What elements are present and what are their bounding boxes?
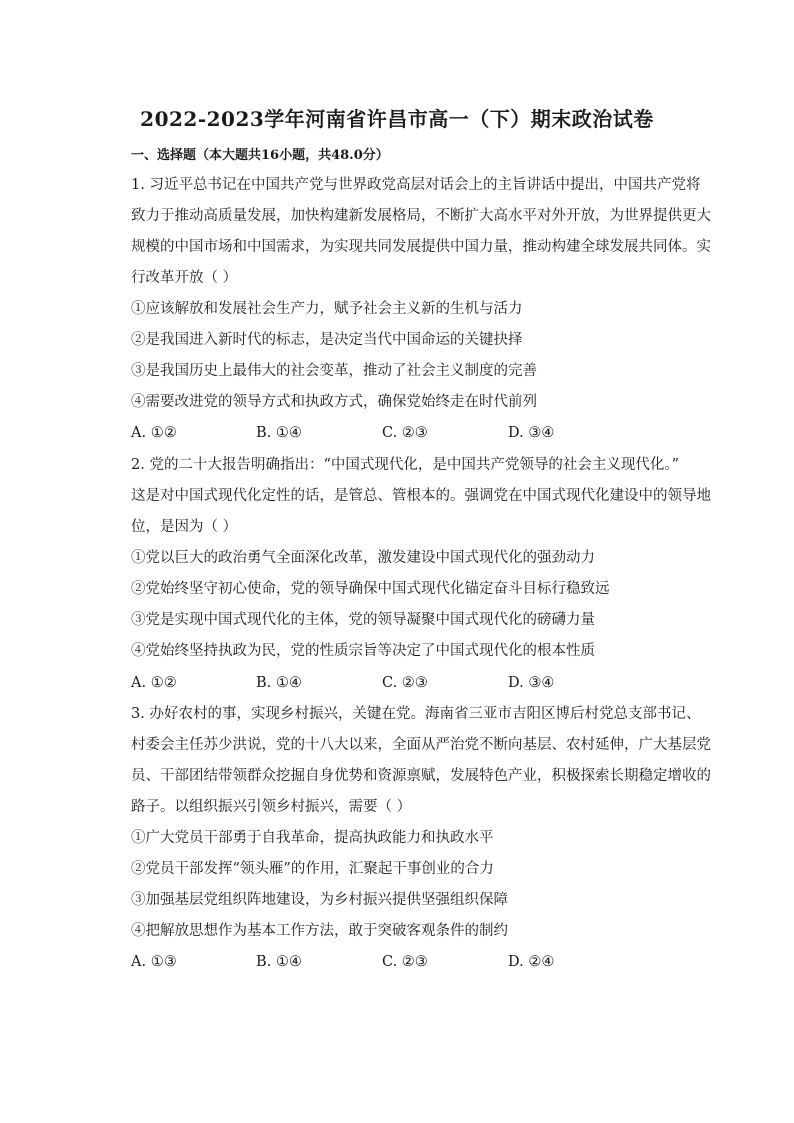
q3-stem-line-4: 路子。以组织振兴引领乡村振兴，需要（ ） (131, 799, 412, 815)
q1-stem-line-2: 致力于推动高质量发展，加快构建新发展格局，不断扩大高水平对外开放，为世界提供更大 (131, 208, 711, 224)
q1-stem-line-4: 行改革开放（ ） (131, 270, 238, 286)
q1-statement-3: ③是我国历史上最伟大的社会变革，推动了社会主义制度的完善 (131, 363, 537, 379)
q2-option-c[interactable]: C. ②③ (382, 675, 428, 691)
q3-stem-line-2: 村委会主任苏少洪说，党的十八大以来，全面从严治党不断向基层、农村延伸，广大基层党 (131, 737, 711, 753)
q1-option-c[interactable]: C. ②③ (382, 425, 428, 441)
q3-statement-1: ①广大党员干部勇于自我革命，提高执政能力和执政水平 (131, 830, 494, 846)
q1-statement-4: ④需要改进党的领导方式和执政方式，确保党始终走在时代前列 (131, 394, 537, 410)
q2-stem-line-1: 2. 党的二十大报告明确指出：“中国式现代化，是中国共产党领导的社会主义现代化。” (131, 457, 680, 473)
q2-statement-4: ④党始终坚持执政为民，党的性质宗旨等决定了中国式现代化的根本性质 (131, 643, 595, 659)
q2-options (131, 673, 701, 693)
q3-option-c[interactable]: C. ②③ (382, 954, 428, 970)
q1-stem-line-3: 规模的中国市场和中国需求，为实现共同发展提供中国力量，推动构建全球发展共同体。实 (131, 239, 711, 255)
q1-option-d[interactable]: D. ③④ (508, 425, 555, 441)
q2-option-d[interactable]: D. ③④ (508, 675, 555, 691)
q3-stem-line-3: 员、干部团结带领群众挖掘自身优势和资源禀赋，发展特色产业，积极探索长期稳定增收的 (131, 768, 711, 784)
q1-options (131, 423, 701, 443)
q3-statement-3: ③加强基层党组织阵地建设，为乡村振兴提供坚强组织保障 (131, 892, 508, 908)
section-heading: 一、选择题（本大题共16小题，共48.0分） (131, 148, 389, 163)
q1-option-b[interactable]: B. ①④ (256, 425, 302, 441)
q3-stem-line-1: 3. 办好农村的事，实现乡村振兴，关键在党。海南省三亚市吉阳区博后村党总支部书记、 (131, 706, 701, 722)
q1-statement-2: ②是我国进入新时代的标志，是决定当代中国命运的关键抉择 (131, 332, 523, 348)
q2-statement-3: ③党是实现中国式现代化的主体，党的领导凝聚中国式现代化的磅礴力量 (131, 612, 595, 628)
q1-stem-line-1: 1. 习近平总书记在中国共产党与世界政党高层对话会上的主旨讲话中提出，中国共产党将 (131, 177, 701, 193)
q2-stem-line-3: 位，是因为（ ） (131, 519, 238, 535)
q3-option-b[interactable]: B. ①④ (256, 954, 302, 970)
exam-title: 2022-2023学年河南省许昌市高一（下）期末政治试卷 (140, 107, 654, 131)
q2-statement-1: ①党以巨大的政治勇气全面深化改革，激发建设中国式现代化的强劲动力 (131, 550, 595, 566)
q2-statement-2: ②党始终坚守初心使命，党的领导确保中国式现代化锚定奋斗目标行稳致远 (131, 581, 610, 597)
q3-options (131, 952, 701, 972)
q3-statement-2: ②党员干部发挥“领头雁”的作用，汇聚起干事创业的合力 (131, 861, 494, 877)
q1-option-a[interactable]: A. ①② (131, 425, 177, 441)
q3-option-d[interactable]: D. ②④ (508, 954, 555, 970)
q2-option-b[interactable]: B. ①④ (256, 675, 302, 691)
q3-statement-4: ④把解放思想作为基本工作方法，敢于突破客观条件的制约 (131, 923, 508, 939)
q2-stem-line-2: 这是对中国式现代化定性的话，是管总、管根本的。强调党在中国式现代化建设中的领导地 (131, 488, 711, 504)
q2-option-a[interactable]: A. ①② (131, 675, 177, 691)
q1-statement-1: ①应该解放和发展社会生产力，赋予社会主义新的生机与活力 (131, 301, 523, 317)
q3-option-a[interactable]: A. ①③ (131, 954, 177, 970)
